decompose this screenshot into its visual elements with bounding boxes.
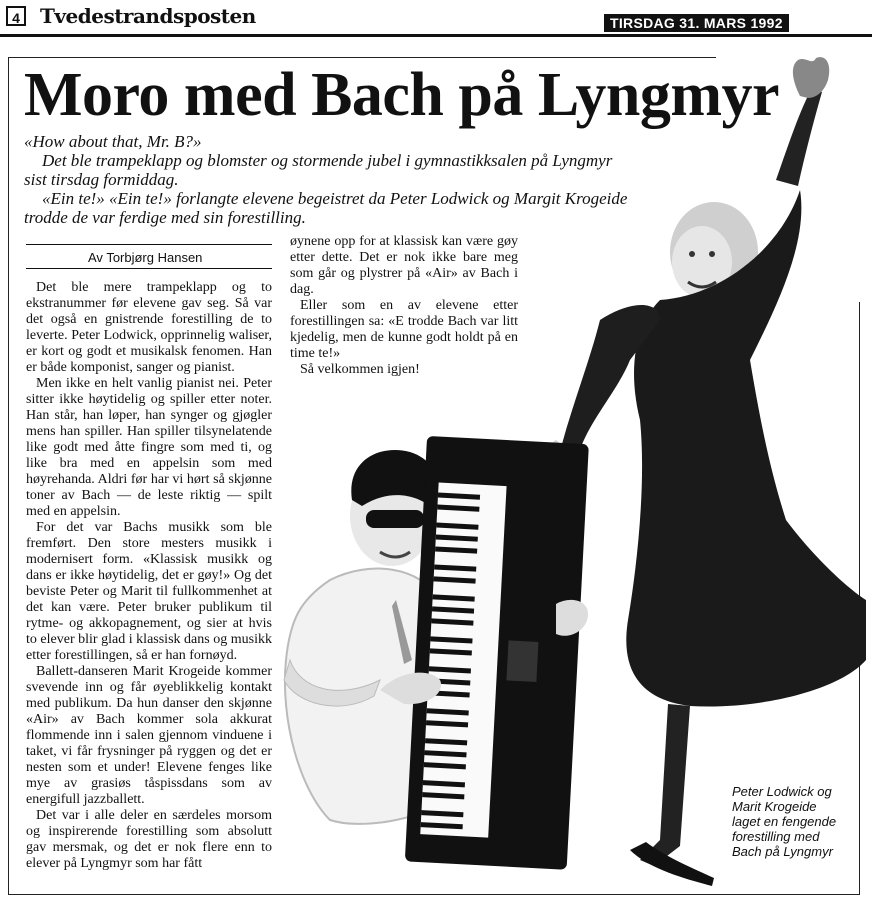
dancer-dress [626, 190, 866, 707]
body-paragraph: Ballett-danseren Marit Krogeide kommer svevende inn og får øyeblikkelig kontakt med publikum. Da hun danser den skjønne «Air» av Bach kommer sola akkurat flommende inn i salen gjennom vinduene i taket, vi får frysninger på ryggen og det er nesten som et under! Elevene fenges like mye av grasiøs tåspissdans som av energifull jazzballett. [26, 664, 272, 807]
page-number: 4 [6, 6, 26, 26]
dancer-hand [793, 57, 829, 98]
issue-date: TIRSDAG 31. MARS 1992 [604, 14, 789, 32]
body-paragraph: Så velkommen igjen! [300, 362, 420, 377]
intro-quote: «How about that, Mr. B?» [24, 132, 202, 151]
byline: Av Torbjørg Hansen [88, 250, 203, 265]
body-column-1 [26, 280, 272, 872]
newspaper-name: Tvedestrandsposten [40, 4, 256, 28]
keyboard [405, 436, 589, 870]
intro-paragraph: «Ein te!» «Ein te!» forlangte elevene begeistret da Peter Lodwick og Margit Krogeide trodde de var ferdige med sin forestilling. [24, 189, 628, 227]
photo-caption: Peter Lodwick og Marit Krogeide laget en fengende forestilling med Bach på Lyngmyr [732, 784, 837, 859]
body-paragraph: Det var i alle deler en særdeles morsom og inspirerende forestilling som absolutt gav mersmak, og det er nok flere enn to elever på Lyngmyr som har fått [26, 808, 272, 871]
dancer-leg [640, 704, 690, 866]
dancer-raised-arm [776, 88, 822, 186]
article-intro [24, 132, 634, 227]
body-column-2 [290, 234, 518, 378]
byline-rule-bottom [26, 268, 272, 269]
body-paragraph: Det ble mere trampeklapp og to ekstranummer før elevene gav seg. Så var det også en gnistrende forestilling de to leverte. Peter Lodwick, opprinnelig waliser, er kort og godt et musikalsk fenomen. Han er både komponist, sanger og pianist. [26, 280, 272, 375]
body-paragraph: Men ikke en helt vanlig pianist nei. Peter sitter ikke høytidelig og spiller etter noter. Han står, han løper, han synger og gjøgler mens han spiller. Han spiller tilsynelatende like godt med åtte fingre som med ti, og like bra med en appelsin som med høyrehanda. Aldri før har vi hørt så skjønne toner av Bach — de leste riktig — spilt med en appelsin. [26, 376, 272, 519]
pianist-sunglasses [366, 510, 424, 528]
body-paragraph: For det var Bachs musikk som ble fremført. Den store mesters musikk i modernisert form. «Klassisk musikk og dans er ikke høytidelig, det er gøy!» Og det beviste Peter og Marit til fullkommenhet at det kan være. Peter bruker publikum til rytme- og akkopagnement, og sier at hvis to elever blir glad i klassisk dans og musikk etter forestillingen, så er han fornøyd. [26, 520, 272, 663]
headline: Moro med Bach på Lyngmyr [24, 61, 779, 129]
body-paragraph: Eller som en av elevene etter forestillingen sa: «E trodde Bach var litt kjedelig, men de kunne godt holdt på en time te!» [290, 298, 518, 361]
intro-paragraph: Det ble trampeklapp og blomster og stormende jubel i gymnastikksalen på Lyngmyr sist tirsdag formiddag. [24, 151, 613, 189]
pianist-hand [556, 600, 588, 636]
byline-rule-top [26, 244, 272, 245]
body-paragraph: øynene opp for at klassisk kan være gøy etter dette. Det er nok ikke bare meg som går og plystrer på «Air» av Bach i dag. [290, 234, 518, 297]
